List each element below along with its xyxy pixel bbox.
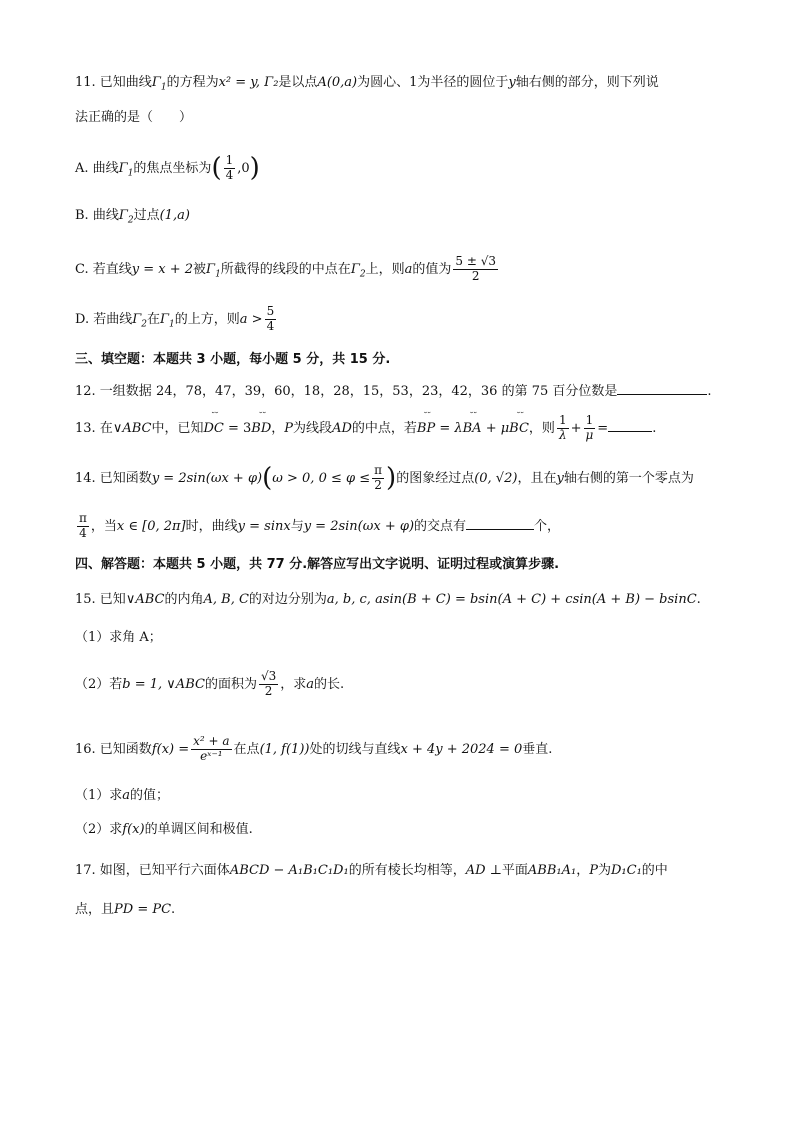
q14-math: x ∈ [0, 2π] bbox=[116, 518, 186, 534]
denominator: 2 bbox=[471, 268, 480, 283]
q13-text: 中，已知 bbox=[151, 420, 204, 436]
fraction bbox=[77, 512, 89, 541]
q11-text: 的方程为 bbox=[166, 75, 219, 90]
denominator: 4 bbox=[266, 318, 275, 333]
q13-math: + bbox=[570, 420, 582, 436]
denominator: λ bbox=[558, 427, 567, 442]
q17-line1 bbox=[75, 863, 734, 879]
opt-math: a bbox=[404, 261, 413, 277]
q11-math: x² = y, Γ₂ bbox=[218, 75, 279, 90]
q14-text: 与 bbox=[290, 518, 304, 534]
vector-bc: ˘˘ BC bbox=[509, 421, 529, 437]
opt-text: 所截得的线段的中点在 bbox=[220, 261, 351, 277]
vector-ba: ˘˘ BA bbox=[463, 421, 482, 437]
q16-text: （1）求 bbox=[75, 788, 123, 803]
q17-math: AD ⊥ bbox=[465, 863, 502, 878]
opt-label: C. 若直线 bbox=[75, 261, 132, 277]
q15-part1: （1）求角 A； bbox=[75, 630, 162, 645]
q17-text: 17. 如图，已知平行六面体 bbox=[75, 863, 230, 878]
denominator: eˣ⁻¹ bbox=[200, 748, 223, 763]
q17-text: 点，且 bbox=[75, 902, 115, 917]
fraction bbox=[265, 305, 277, 334]
numerator: 5 ± √3 bbox=[455, 254, 496, 268]
numerator: √3 bbox=[260, 669, 277, 683]
q15-text: 的对边分别为 bbox=[248, 592, 327, 607]
opt-text: 的值为 bbox=[412, 261, 452, 277]
gamma1: $\Gamma_1$ bbox=[206, 261, 221, 280]
q17-math: P bbox=[589, 863, 598, 878]
gamma2: $\Gamma_2$ bbox=[350, 261, 366, 280]
denominator: 2 bbox=[374, 477, 382, 492]
q11-option-c bbox=[75, 255, 734, 284]
denominator: μ bbox=[585, 427, 594, 442]
fraction bbox=[224, 154, 236, 183]
q16-part1 bbox=[75, 788, 734, 804]
q17-text: . bbox=[171, 902, 176, 917]
opt-text: 上，则 bbox=[365, 261, 405, 277]
q17-text: 平面 bbox=[501, 863, 528, 878]
q14-text: ，当 bbox=[90, 518, 117, 534]
numerator: 1 bbox=[558, 413, 567, 427]
q13-math: = 3 bbox=[223, 420, 252, 436]
q17-line2 bbox=[75, 902, 734, 918]
q15-part2 bbox=[75, 670, 734, 699]
paren-right: ) bbox=[249, 153, 260, 183]
paren-left: ( bbox=[211, 153, 222, 183]
q14-line2 bbox=[75, 512, 734, 541]
opt-label: D. 若曲线 bbox=[75, 311, 133, 327]
q16-text: （2）求 bbox=[75, 822, 123, 837]
q16-text: 处的切线与直线 bbox=[309, 741, 401, 757]
q17-math: D₁C₁ bbox=[610, 863, 642, 878]
q13-text: 的中点，若 bbox=[351, 420, 417, 436]
q17-text: ， bbox=[576, 863, 590, 878]
denominator: 4 bbox=[225, 167, 234, 182]
q11-line2: 法正确的是（ ） bbox=[75, 110, 193, 125]
vector-dc: ˘˘ DC bbox=[203, 421, 223, 437]
answer-blank bbox=[466, 517, 534, 530]
opt-text: 的上方，则 bbox=[174, 311, 240, 327]
q15-line1 bbox=[75, 592, 734, 608]
paren-left: ( bbox=[262, 463, 273, 493]
q14-line1 bbox=[75, 462, 734, 495]
numerator: x² + a bbox=[193, 734, 230, 748]
denominator: 4 bbox=[79, 525, 87, 540]
q15-text: 15. 已知 bbox=[75, 592, 126, 607]
q14-math: y = 2sin(ωx + φ) bbox=[151, 470, 263, 486]
q15-math: A, B, C bbox=[203, 592, 249, 607]
q15-end: . bbox=[696, 592, 701, 607]
vector-bp: ˘˘ BP bbox=[417, 421, 435, 437]
q14-text: 轴右侧的第一个零点为 bbox=[563, 470, 694, 486]
q16-math: f(x) = bbox=[151, 741, 190, 757]
q14-text: ，且在 bbox=[517, 470, 557, 486]
q14-text: 14. 已知函数 bbox=[75, 470, 152, 486]
q11-text: 为圆心、1为半径的圆位于 bbox=[357, 75, 509, 90]
q17-math: ABCD − A₁B₁C₁D₁ bbox=[229, 863, 349, 878]
gamma1: $\Gamma_1$ bbox=[151, 75, 167, 93]
gamma1: $\Gamma_1$ bbox=[160, 311, 175, 330]
q12-end: . bbox=[707, 384, 712, 399]
q11-math: y bbox=[508, 75, 516, 90]
answer-blank bbox=[617, 382, 707, 395]
gamma2: $\Gamma_2$ bbox=[132, 311, 147, 330]
q13-math: P bbox=[284, 420, 294, 436]
q15-math: b = 1, ∨ABC bbox=[122, 676, 205, 692]
numerator: 5 bbox=[266, 304, 275, 318]
q11-option-a bbox=[75, 152, 734, 185]
q16-text: 的值； bbox=[130, 788, 170, 803]
opt-label: A. 曲线 bbox=[75, 160, 119, 176]
q13-math: ∨ABC bbox=[112, 420, 152, 436]
q17-math: PD = PC bbox=[114, 902, 172, 917]
opt-text: 的焦点坐标为 bbox=[133, 160, 212, 176]
opt-math: a > bbox=[239, 311, 263, 327]
q16-math: f(x) bbox=[122, 822, 145, 837]
opt-math: (1,a) bbox=[159, 208, 190, 223]
q15-math: ∨ABC bbox=[125, 592, 165, 607]
opt-math: y = x + 2 bbox=[131, 261, 194, 277]
q14-math: y = sinx bbox=[237, 518, 291, 534]
q12-text: 12. 一组数据 24，78，47，39，60，18，28，15，53，23，42，36 的第 75 百分位数是 bbox=[75, 384, 618, 399]
q13-text: ，则 bbox=[528, 420, 555, 436]
q17-math: ABB₁A₁ bbox=[527, 863, 577, 878]
vector-bd: ˘˘ BD bbox=[251, 421, 271, 437]
q13-math: = λ bbox=[435, 420, 463, 436]
numerator: π bbox=[374, 462, 383, 477]
q11-text: 轴右侧的部分，则下列说 bbox=[515, 75, 659, 90]
fraction bbox=[191, 735, 231, 764]
q12 bbox=[75, 382, 734, 400]
numerator: π bbox=[79, 511, 87, 525]
q16-text: 16. 已知函数 bbox=[75, 741, 152, 757]
gamma1: $\Gamma_1$ bbox=[118, 160, 134, 179]
q17-text: 为 bbox=[597, 863, 611, 878]
q15-math: a bbox=[306, 676, 315, 692]
q15-text: 的长. bbox=[314, 676, 345, 692]
numerator: 1 bbox=[225, 152, 234, 167]
q16-math: a bbox=[122, 788, 131, 803]
fraction bbox=[453, 255, 498, 284]
fraction bbox=[259, 670, 278, 699]
fraction bbox=[583, 414, 595, 443]
gamma2: $\Gamma_2$ bbox=[118, 208, 134, 226]
q15-text: 的内角 bbox=[164, 592, 204, 607]
opt-label: B. 曲线 bbox=[75, 208, 119, 223]
q14-math: ω > 0, 0 ≤ φ ≤ bbox=[272, 470, 371, 486]
q17-text: 的所有棱长均相等， bbox=[348, 863, 466, 878]
q11-text: 是以点 bbox=[278, 75, 318, 90]
q15-text: （2）若 bbox=[75, 676, 123, 692]
answer-blank bbox=[608, 419, 652, 432]
q14-text: 的图象经过点 bbox=[396, 470, 475, 486]
q14-text: 的交点有 bbox=[414, 518, 467, 534]
opt-text: 在 bbox=[147, 311, 161, 327]
q16-text: 垂直. bbox=[522, 741, 553, 757]
q13-end: . bbox=[652, 420, 657, 436]
q14-text: 个， bbox=[534, 518, 561, 534]
q14-math: y = 2sin(ωx + φ) bbox=[303, 518, 415, 534]
q16-text: 的单调区间和极值. bbox=[144, 822, 253, 837]
q13-math: + μ bbox=[481, 420, 510, 436]
q13-text: ， bbox=[271, 420, 285, 436]
opt-text: 被 bbox=[193, 261, 207, 277]
q15-text: 的面积为 bbox=[204, 676, 257, 692]
q11-line1 bbox=[75, 75, 734, 94]
q16-line1 bbox=[75, 735, 734, 764]
q11-text: 11. 已知曲线 bbox=[75, 75, 152, 90]
q11-option-d bbox=[75, 305, 734, 334]
q14-text: 时，曲线 bbox=[185, 518, 238, 534]
denominator: 2 bbox=[264, 683, 273, 698]
section-3-heading: 三、填空题：本题共 3 小题，每小题 5 分，共 15 分. bbox=[75, 352, 391, 367]
fraction bbox=[557, 414, 569, 443]
opt-math: ,0 bbox=[237, 160, 250, 176]
q11-math: A(0,a) bbox=[317, 75, 358, 90]
numerator: 1 bbox=[585, 413, 594, 427]
q13-text: 为线段 bbox=[293, 420, 333, 436]
fraction bbox=[372, 464, 384, 493]
q15-math: a, b, c, asin(B + C) = bsin(A + C) + csin(A + B) − bsinC bbox=[326, 592, 697, 607]
q14-math: y bbox=[556, 470, 564, 486]
q16-math: x + 4y + 2024 = 0 bbox=[400, 741, 523, 757]
q15-text: ，求 bbox=[280, 676, 307, 692]
section-4-heading: 四、解答题：本题共 5 小题，共 77 分.解答应写出文字说明、证明过程或演算步骤. bbox=[75, 557, 560, 572]
opt-text: 过点 bbox=[133, 208, 160, 223]
paren-right: ) bbox=[386, 463, 397, 493]
q13 bbox=[75, 414, 734, 443]
q14-math: (0, √2) bbox=[474, 470, 518, 486]
q16-text: 在点 bbox=[233, 741, 260, 757]
q13-math: AD bbox=[332, 420, 352, 436]
q13-math: = bbox=[597, 420, 609, 436]
q16-math: (1, f(1)) bbox=[259, 741, 310, 757]
q11-option-b bbox=[75, 208, 734, 227]
q17-text: 的中 bbox=[641, 863, 668, 878]
q13-text: 13. 在 bbox=[75, 420, 113, 436]
q16-part2 bbox=[75, 822, 734, 838]
